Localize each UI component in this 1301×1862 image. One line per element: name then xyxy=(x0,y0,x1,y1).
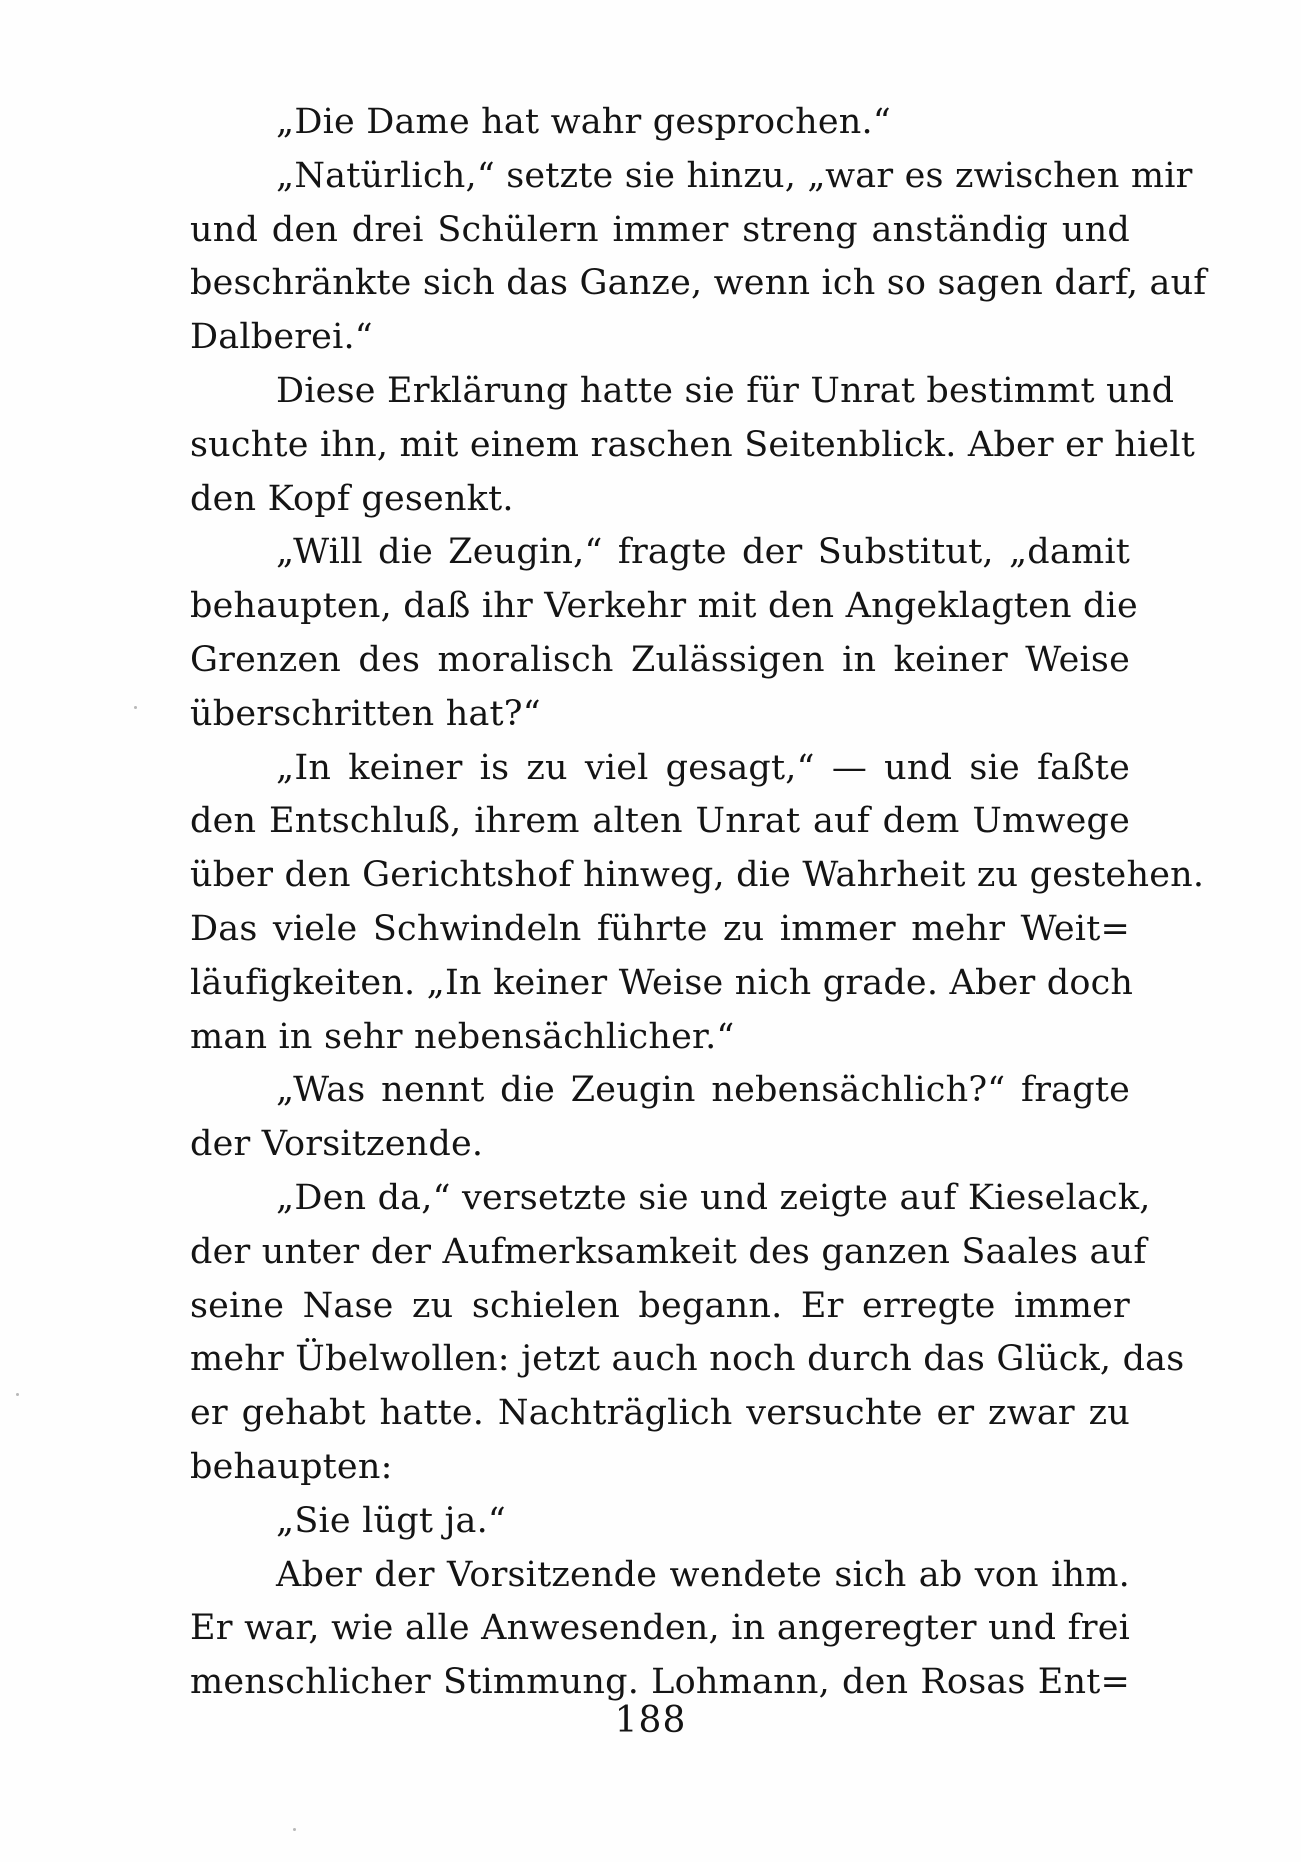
text-line-26: behaupten: xyxy=(190,1446,393,1487)
text-line-22: der unter der Aufmerksamkeit des ganzen Saales auf xyxy=(190,1231,1147,1272)
text-line-4: beschränkte sich das Ganze, wenn ich so sagen darf, auf xyxy=(190,263,1207,304)
text-line-28: Aber der Vorsitzende wendete sich ab von ihm. xyxy=(276,1554,1130,1595)
text-line-30: menschlicher Stimmung. Lohmann, den Rosas Ent= xyxy=(190,1662,1130,1703)
text-line-23: seine Nase zu schielen begann. Er erregte immer xyxy=(190,1285,1130,1326)
text-line-19: „Was nennt die Zeugin nebensächlich?“ fragte xyxy=(276,1070,1130,1111)
text-line-11: Grenzen des moralisch Zulässigen in keiner Weise xyxy=(190,639,1130,680)
text-line-12: überschritten hat?“ xyxy=(190,693,541,734)
text-line-1: „Die Dame hat wahr gesprochen.“ xyxy=(276,102,891,142)
text-line-25: er gehabt hatte. Nachträglich versuchte er zwar zu xyxy=(190,1393,1130,1434)
text-line-21: „Den da,“ versetzte sie und zeigte auf Kieselack, xyxy=(276,1177,1151,1218)
paper-speck xyxy=(293,1828,296,1831)
body-text xyxy=(190,96,1207,1710)
text-line-7: suchte ihn, mit einem raschen Seitenblick. Aber er hielt xyxy=(190,424,1195,465)
text-line-20: der Vorsitzende. xyxy=(190,1124,484,1165)
text-line-27: „Sie lügt ja.“ xyxy=(276,1500,507,1541)
text-line-6: Diese Erklärung hatte sie für Unrat bestimmt und xyxy=(276,370,1175,411)
text-line-15: über den Gerichtshof hinweg, die Wahrheit zu gestehen. xyxy=(190,855,1205,896)
text-line-29: Er war, wie alle Anwesenden, in angeregter und frei xyxy=(190,1608,1130,1649)
text-line-17: läufigkeiten. „In keiner Weise nich grade. Aber doch xyxy=(190,962,1134,1003)
text-line-16: Das viele Schwindeln führte zu immer mehr Weit= xyxy=(190,908,1130,949)
paper-speck xyxy=(134,706,137,709)
page-number: 188 xyxy=(614,1700,687,1741)
text-line-24: mehr Übelwollen: jetzt auch noch durch das Glück, das xyxy=(190,1339,1185,1380)
text-line-8: den Kopf gesenkt. xyxy=(190,478,514,519)
text-line-18: man in sehr nebensächlicher.“ xyxy=(190,1016,735,1057)
text-line-5: Dalberei.“ xyxy=(190,317,373,358)
text-line-9: „Will die Zeugin,“ fragte der Substitut, „damit xyxy=(276,532,1130,573)
paper-speck xyxy=(16,1393,19,1396)
text-line-3: und den drei Schülern immer streng anständig und xyxy=(190,209,1130,250)
text-line-2: „Natürlich,“ setzte sie hinzu, „war es zwischen mir xyxy=(276,155,1193,196)
text-line-10: behaupten, daß ihr Verkehr mit den Angeklagten die xyxy=(190,586,1138,627)
text-line-13: „In keiner is zu viel gesagt,“ — und sie faßte xyxy=(276,747,1130,788)
text-line-14: den Entschluß, ihrem alten Unrat auf dem Umwege xyxy=(190,801,1130,842)
